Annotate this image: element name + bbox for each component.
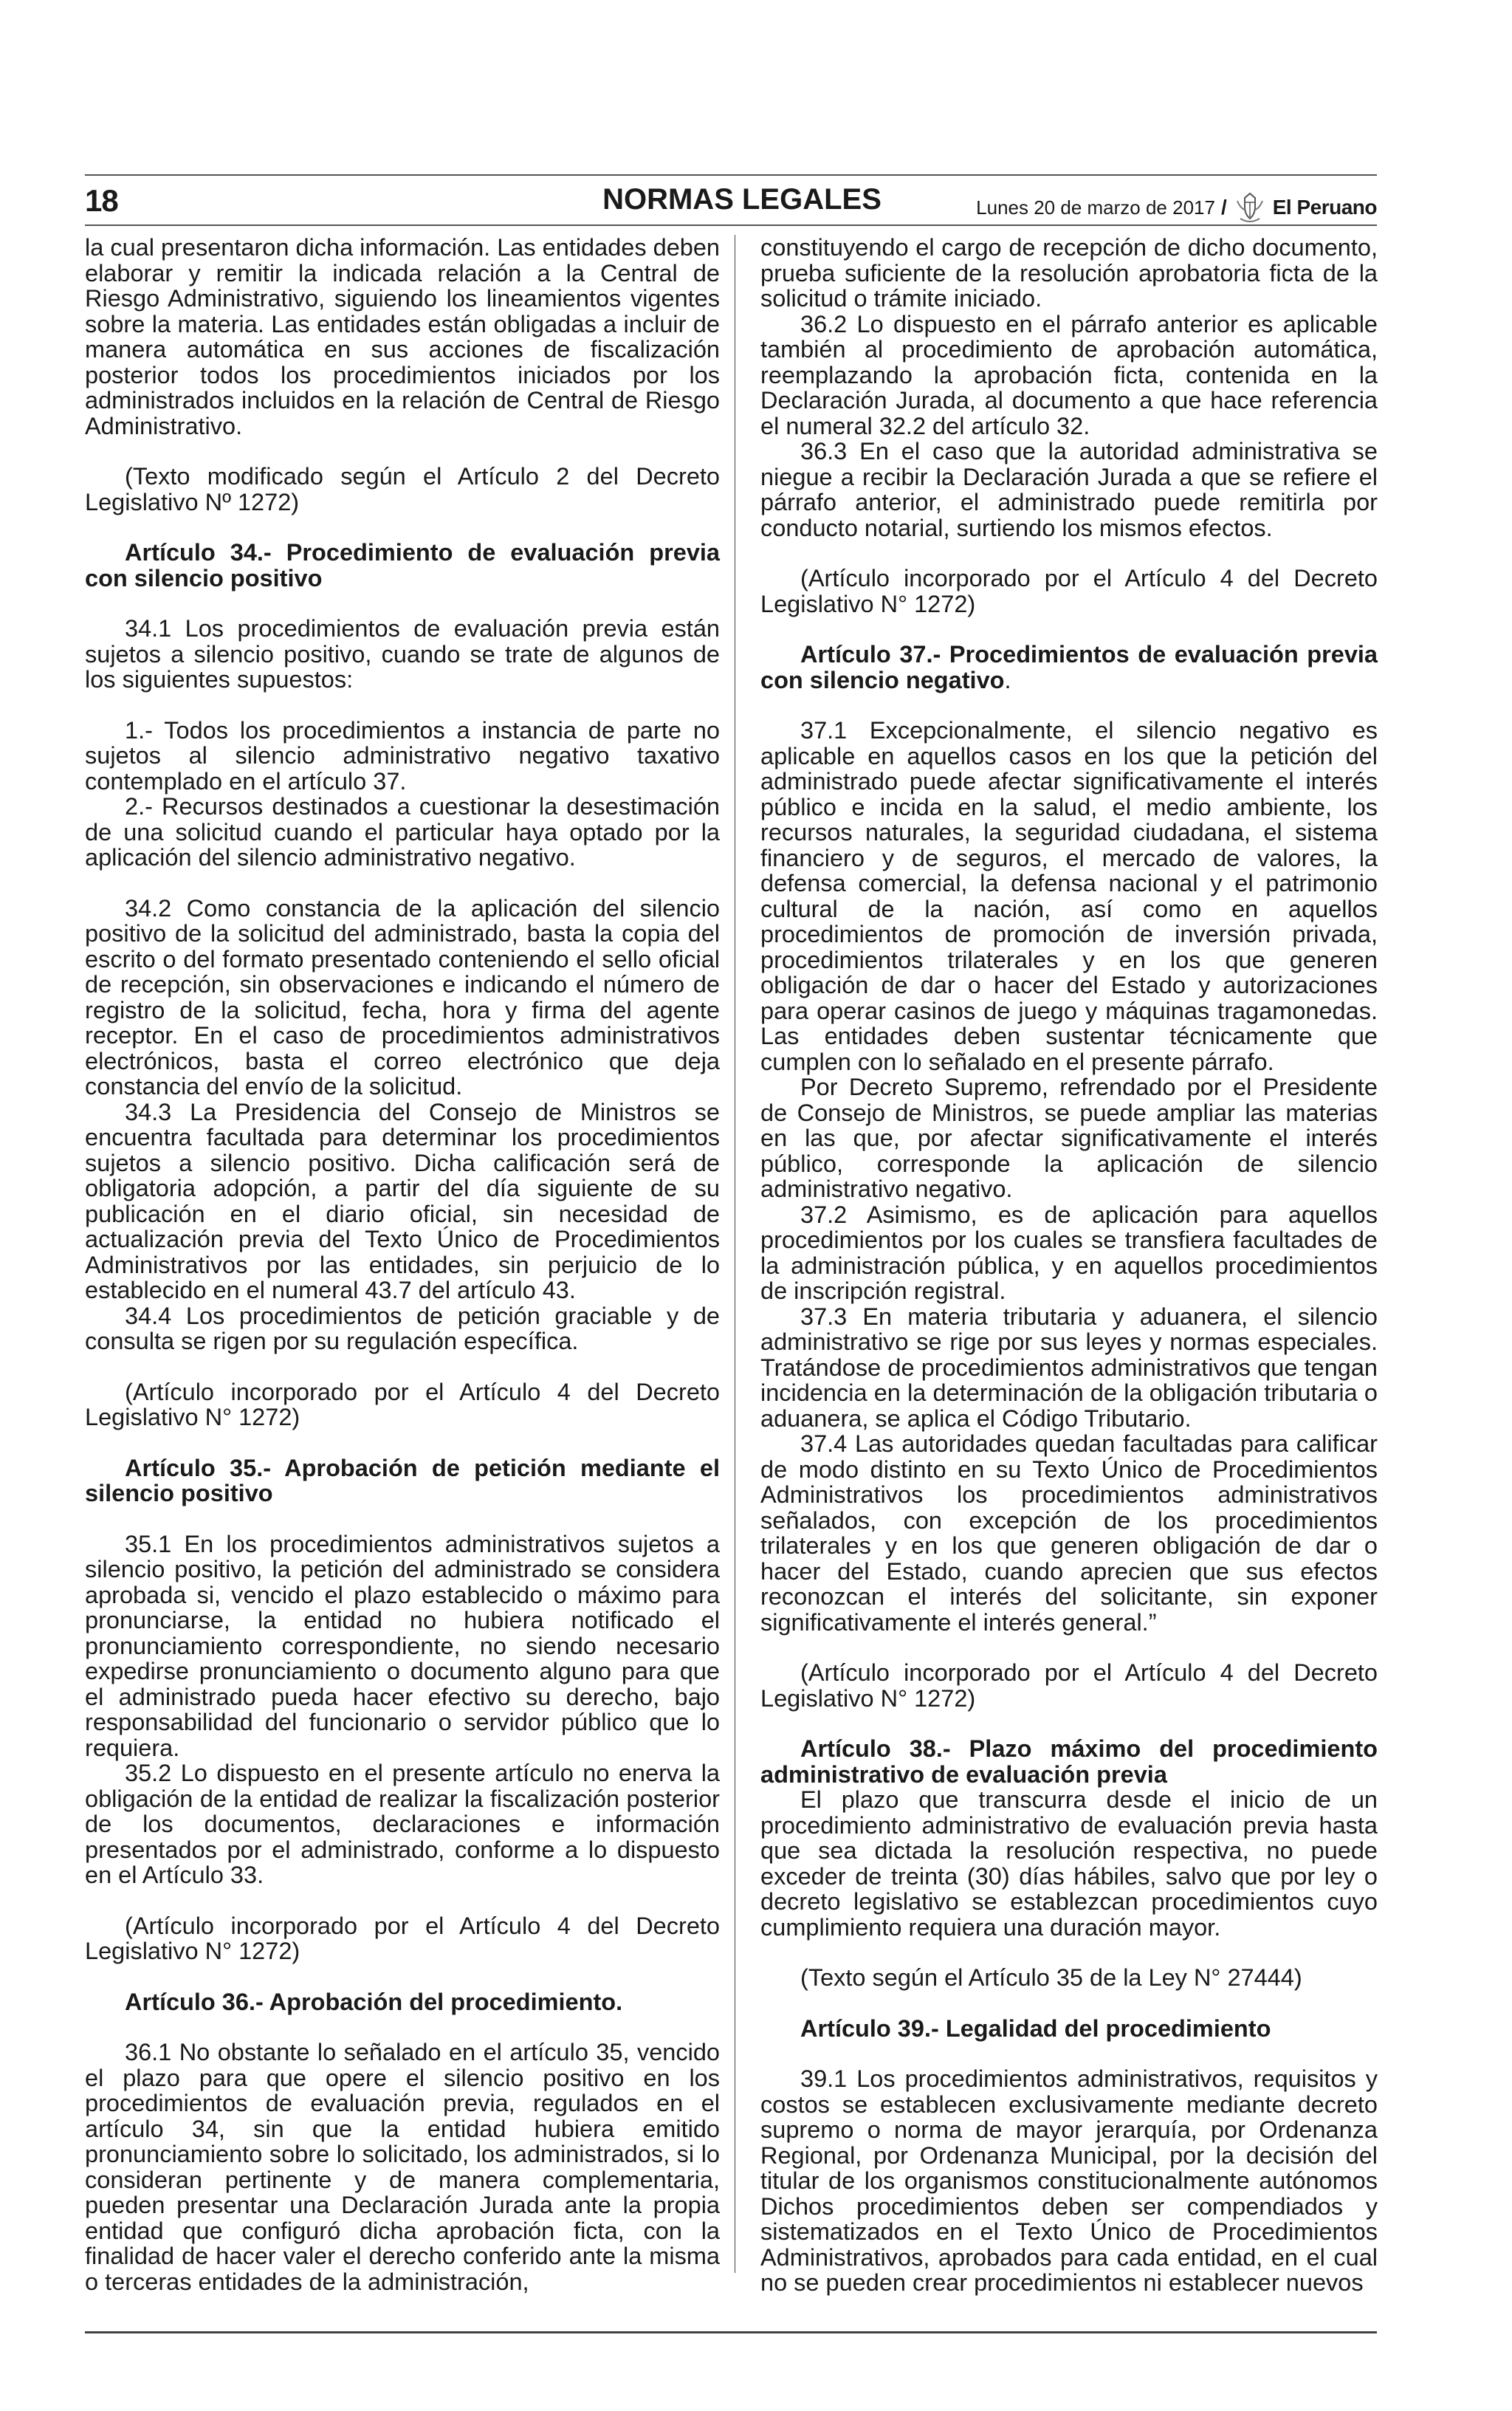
paragraph: 35.2 Lo dispuesto en el presente artículo no enerva la obligación de la entidad de realizar la fiscalización posterior de los documentos, declaraciones e información presentados por el administrado, conforme a lo dispuesto en el Artículo 33. [85,1760,720,1888]
article-37-heading [760,642,1378,693]
article-34-heading: Artículo 34.- Procedimiento de evaluación previa con silencio positivo [85,539,720,591]
paragraph: Por Decreto Supremo, refrendado por el Presidente de Consejo de Ministros, se puede ampliar las materias en las que, por afectar significativamente el interés público, corresponde la aplicación de silencio administrativo negativo. [760,1074,1378,1202]
header-separator: / [1220,196,1227,219]
source-note: (Artículo incorporado por el Artículo 4 del Decreto Legislativo N° 1272) [85,1378,720,1430]
right-column [760,235,1378,2296]
header-masthead [976,191,1377,224]
article-37-heading-text: Artículo 37.- Procedimientos de evaluación previa con silencio negativo [760,641,1378,693]
left-column [85,235,720,2294]
paragraph: 37.3 En materia tributaria y aduanera, el silencio administrativo se rige por sus leyes y normas especiales. Tratándose de procedimientos administrativos que tengan incidencia en la determinación de la obligación tributaria o aduanera, se aplica el Código Tributario. [760,1303,1378,1432]
paragraph: 34.2 Como constancia de la aplicación del silencio positivo de la solicitud del administrado, basta la copia del escrito o del formato presentado conteniendo el sello oficial de recepción, sin observaciones e indicando el número de registro de la solicitud, fecha, hora y firma del agente receptor. En el caso de procedimientos administrativos electrónicos, basta el correo electrónico que deja constancia del envío de la solicitud. [85,894,720,1100]
paragraph: 36.2 Lo dispuesto en el párrafo anterior es aplicable también al procedimiento de aprobación automática, reemplazando la aprobación ficta, contenida en la Declaración Jurada, al documento a que hace referencia el numeral 32.2 del artículo 32. [760,310,1378,439]
source-note: (Artículo incorporado por el Artículo 4 del Decreto Legislativo N° 1272) [760,565,1378,617]
list-item: 1.- Todos los procedimientos a instancia de parte no sujetos al silencio administrativo negativo taxativo contemplado en el artículo 37. [85,716,720,795]
article-37-heading-period: . [1004,666,1011,693]
section-title: NORMAS LEGALES [602,183,882,216]
paragraph: 35.1 En los procedimientos administrativos sujetos a silencio positivo, la petición del administrado se considera aprobada si, vencido el plazo establecido o máximo para pronunciarse, la entidad no hubiera notificado el pronunciamiento correspondiente, no siendo necesario expedirse pronunciamiento o documento alguno para que el administrado pueda hacer efectivo su derecho, bajo responsabilidad del funcionario o servidor público que lo requiera. [85,1530,720,1761]
article-36-heading: Artículo 36.- Aprobación del procedimiento. [125,1988,623,2015]
paragraph: constituyendo el cargo de recepción de dicho documento, prueba suficiente de la resolución aprobatoria ficta de la solicitud o trámite iniciado. [760,234,1378,312]
paragraph: 37.2 Asimismo, es de aplicación para aquellos procedimientos por los cuales se transfiera facultades de la administración pública, y en aquellos procedimientos de inscripción registral. [760,1201,1378,1304]
header-rule-top [85,174,1377,176]
paragraph: 34.1 Los procedimientos de evaluación previa están sujetos a silencio positivo, cuando se trate de algunos de los siguientes supuestos: [85,615,720,693]
paragraph: 39.1 Los procedimientos administrativos, requisitos y costos se establecen exclusivamente mediante decreto supremo o norma de mayor jerarquía, por Ordenanza Regional, por Ordenanza Municipal, por la decisión del titular de los organismos constitucionalmente autónomos Dichos procedimientos deben ser compendiados y sistematizados en el Texto Único de Procedimientos Administrativos, aprobados para cada entidad, en el cual no se pueden crear procedimientos ni establecer nuevos [760,2065,1378,2296]
paragraph: 34.3 La Presidencia del Consejo de Ministros se encuentra facultada para determinar los procedimientos sujetos a silencio positivo. Dicha calificación será de obligatoria adopción, a partir del día siguiente de su publicación en el diario oficial, sin necesidad de actualización previa del Texto Único de Procedimientos Administrativos por las entidades, sin perjuicio de lo establecido en el numeral 43.7 del artículo 43. [85,1098,720,1303]
paragraph: El plazo que transcurra desde el inicio de un procedimiento administrativo de evaluación previa hasta que sea dictada la resolución respectiva, no puede exceder de treinta (30) días hábiles, salvo que por ley o decreto legislativo se establezcan procedimientos cuyo cumplimiento requiera una duración mayor. [760,1786,1378,1941]
source-note: (Texto según el Artículo 35 de la Ley N° 27444) [800,1964,1302,1991]
article-39-heading: Artículo 39.- Legalidad del procedimiento [800,2014,1271,2042]
paragraph: 36.3 En el caso que la autoridad administrativa se niegue a recibir la Declaración Jurada a que se refiere el párrafo anterior, el administrado puede remitirla por conducto notarial, surtiendo los mismos efectos. [760,438,1378,541]
article-35-heading: Artículo 35.- Aprobación de petición mediante el silencio positivo [85,1454,720,1506]
header-rule-bottom [85,224,1377,226]
publication-date: Lunes 20 de marzo de 2017 [976,196,1215,219]
peru-coat-of-arms-icon [1233,191,1267,224]
paragraph: 36.1 No obstante lo señalado en el artículo 35, vencido el plazo para que opere el silencio positivo en los procedimientos de evaluación previa, regulados en el artículo 34, sin que la entidad hubiera emitido pronunciamiento sobre lo solicitado, los administrados, si lo consideran pertinente y de manera complementaria, pueden presentar una Declaración Jurada ante la propia entidad que configuró dicha aprobación ficta, con la finalidad de hacer valer el derecho conferido ante la misma o terceras entidades de la administración, [85,2039,720,2295]
newspaper-name: El Peruano [1272,196,1377,219]
paragraph: 37.4 Las autoridades quedan facultadas para calificar de modo distinto en su Texto Único de Procedimientos Administrativos los procedimientos administrativos señalados, con excepción de los procedimientos trilaterales y en los que generen obligación de dar o hacer del Estado, cuando aprecien que sus efectos reconozcan el interés del solicitante, sin exponer significativamente el interés general.” [760,1430,1378,1636]
page-number: 18 [85,183,118,218]
paragraph: la cual presentaron dicha información. Las entidades deben elaborar y remitir la indicada relación a la Central de Riesgo Administrativo, siguiendo los lineamientos vigentes sobre la materia. Las entidades están obligadas a incluir de manera automática en sus acciones de fiscalización posterior todos los procedimientos iniciados por los administrados incluidos en la relación de Central de Riesgo Administrativo. [85,234,721,439]
paragraph: 34.4 Los procedimientos de petición graciable y de consulta se rigen por su regulación específica. [85,1302,720,1354]
list-item: 2.- Recursos destinados a cuestionar la desestimación de una solicitud cuando el particular haya optado por la aplicación del silencio administrativo negativo. [85,793,720,871]
source-note: (Artículo incorporado por el Artículo 4 del Decreto Legislativo N° 1272) [85,1912,720,1964]
footer-rule [85,2331,1377,2333]
paragraph: 37.1 Excepcionalmente, el silencio negativo es aplicable en aquellos casos en los que la petición del administrado puede afectar significativamente el interés público e incida en la salud, el medio ambiente, los recursos naturales, la seguridad ciudadana, el sistema financiero y de seguros, el mercado de valores, la defensa comercial, la defensa nacional y el patrimonio cultural de la nación, así como en aquellos procedimientos de promoción de inversión privada, procedimientos trilaterales y en los que generen obligación de dar o hacer del Estado y autorizaciones para operar casinos de juego y máquinas tragamonedas. Las entidades deben sustentar técnicamente que cumplen con lo señalado en el presente párrafo. [760,717,1378,1075]
source-note: (Texto modificado según el Artículo 2 del Decreto Legislativo Nº 1272) [85,463,720,515]
article-38-heading: Artículo 38.- Plazo máximo del procedimiento administrativo de evaluación previa [760,1735,1378,1788]
source-note: (Artículo incorporado por el Artículo 4 del Decreto Legislativo N° 1272) [760,1659,1378,1712]
